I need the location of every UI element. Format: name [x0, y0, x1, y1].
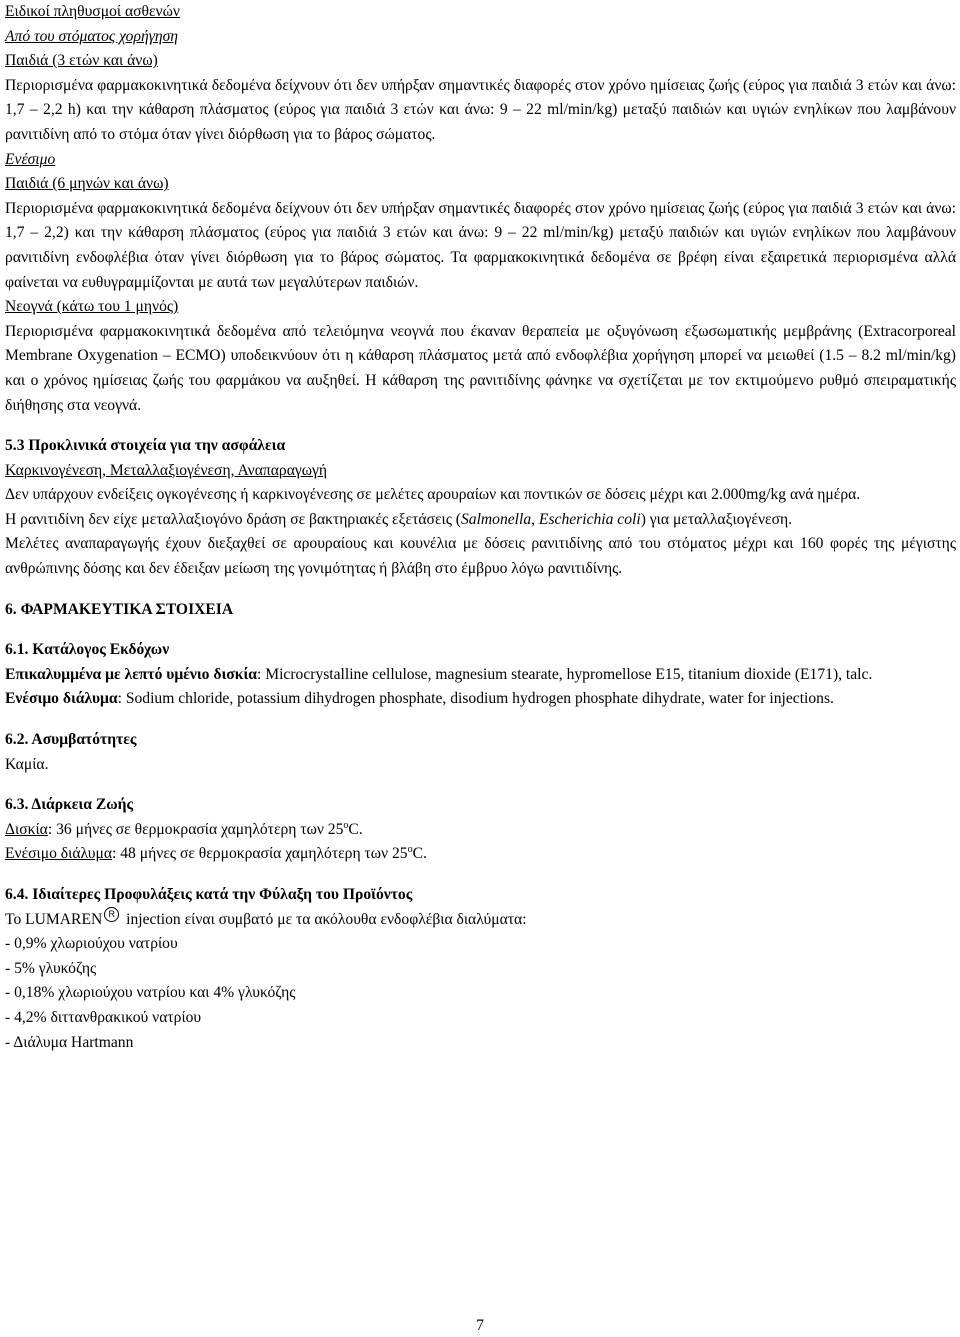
registered-mark-icon: R: [104, 907, 119, 922]
tablet-excipients: [5, 663, 956, 688]
temperature-unit: C.: [412, 845, 427, 863]
reproduction-paragraph: Μελέτες αναπαραγωγής έχουν διεξαχθεί σε αρουραίους και κουνέλια με δόσεις ρανιτιδίνης από του στόματος μέχρι και 160 φορές της μέγιστης ανθρώπινης δόσης και δεν έδειξαν μείωση της γονιμότητας ή βλάβη στο έμβρυο λόγω ρανιτιδίνης.: [5, 535, 956, 578]
degree-mark: o: [343, 819, 349, 831]
special-populations-heading: Ειδικοί πληθυσμοί ασθενών: [5, 3, 180, 20]
incompatibilities-text: Καμία.: [5, 755, 49, 773]
degree-mark: o: [407, 844, 413, 856]
solution-list-item: - Διάλυμα Hartmann: [5, 1033, 134, 1051]
injection-children-heading: Παιδιά (6 μηνών και άνω): [5, 175, 169, 193]
spacer: [5, 867, 956, 883]
section-6-1-heading: 6.1. Κατάλογος Εκδόχων: [5, 641, 170, 659]
tablet-excipients-text: : Microcrystalline cellulose, magnesium stearate, hypromellose E15, titanium dioxide (E171), talc.: [256, 665, 873, 683]
section-5-3-subheading: Καρκινογένεση, Μεταλλαξιογένεση, Αναπαραγωγή: [5, 461, 328, 479]
solution-shelf-life-label: Ενέσιμο διάλυμα: [5, 845, 113, 863]
carcinogenesis-paragraph: Δεν υπάρχουν ενδείξεις ογκογένεσης ή καρκινογένεσης σε μελέτες αρουραίων και ποντικών σε δόσεις μέχρι και 2.000mg/kg ανά ημέρα.: [5, 486, 861, 504]
section-5-3-heading: 5.3 Προκλινικά στοιχεία για την ασφάλεια: [5, 437, 286, 455]
page-number: 7: [476, 1317, 484, 1334]
spacer: [5, 582, 956, 598]
spacer: [5, 777, 956, 793]
section-6-4-heading: 6.4. Ιδιαίτερες Προφυλάξεις κατά την Φύλαξη του Προϊόντος: [5, 886, 413, 903]
oral-children-heading: Παιδιά (3 ετών και άνω): [5, 52, 158, 70]
oral-children-paragraph: Περιορισμένα φαρμακοκινητικά δεδομένα δείχνουν ότι δεν υπήρξαν σημαντικές διαφορές στον χρόνο ημίσειας ζωής (εύρος για παιδιά 3 ετών και άνω: 1,7 – 2,2 h) και την κάθαρση πλάσματος (εύρος για παιδιά 3 ετών και άνω: 9 – 22 ml/min/kg) μεταξύ παιδιών και υγιών ενηλίκων που λαμβάνουν ρανιτιδίνη από το στόμα όταν γίνει διόρθωση για το βάρος σώματος.: [5, 76, 956, 143]
tablet-shelf-life: [5, 818, 956, 843]
spacer: [5, 418, 956, 434]
section-6-heading: 6. ΦΑΡΜΑΚΕΥΤΙΚΑ ΣΤΟΙΧΕΙΑ: [5, 600, 234, 618]
oral-route-heading: Από του στόματος χορήγηση: [5, 27, 179, 45]
mutagenesis-text-end: ) για μεταλλαξιογένεση.: [640, 510, 793, 528]
solution-excipients-text: : Sodium chloride, potassium dihydrogen phosphate, disodium hydrogen phosphate dihydrate, water for injections.: [117, 690, 834, 708]
mutagenesis-text: Η ρανιτιδίνη δεν είχε μεταλλαξιογόνο δράση σε βακτηριακές εξετάσεις (: [5, 510, 461, 528]
injection-children-paragraph: Περιορισμένα φαρμακοκινητικά δεδομένα δείχνουν ότι δεν υπήρξαν σημαντικές διαφορές στον χρόνο ημίσειας ζωής (εύρος για παιδιά 3 ετών και άνω: 1,7 – 2,2) και την κάθαρση πλάσματος (εύρος για παιδιά 3 ετών και άνω: 9 – 22 ml/min/kg) μεταξύ παιδιών και υγιών ενηλίκων που λαμβάνουν ρανιτιδίνη ενδοφλέβια όταν γίνει διόρθωση για το βάρος σώματος. Τα φαρμακοκινητικά δεδομένα σε βρέφη είναι εξαιρετικά περιορισμένα αλλά φαίνεται να ευθυγραμμίζονται με αυτά των μεγαλύτερων παιδιών.: [5, 199, 956, 291]
document-page: [5, 0, 956, 1055]
product-name: Το LUMAREN: [5, 910, 103, 928]
spacer: [5, 712, 956, 728]
neonates-paragraph: Περιορισμένα φαρμακοκινητικά δεδομένα από τελειόμηνα νεογνά που έκαναν θεραπεία με οξυγόνωση εξωσωματικής μεμβράνης (Extracorporeal Membrane Oxygenation – ECMO) υποδεικνύουν ότι η κάθαρση πλάσματος μετά από ενδοφλέβια χορήγηση μπορεί να μειωθεί (1.5 – 8.2 ml/min/kg) και ο χρόνος ημίσειας ζωής του φαρμάκου να αυξηθεί. Η κάθαρση της ρανιτιδίνης φάνηκε να σχετίζεται με τον εκτιμούμενο ρυθμό σπειραματικής διήθησης στα νεογνά.: [5, 322, 956, 414]
solution-shelf-life: [5, 842, 956, 867]
bacteria-names: Salmonella, Escherichia coli: [460, 510, 641, 528]
compatibility-intro: [5, 908, 956, 933]
solution-list-item: - 4,2% διττανθρακικού νατρίου: [5, 1008, 202, 1026]
neonates-heading: Νεογνά (κάτω του 1 μηνός): [5, 298, 179, 316]
solution-list-item: - 0,9% χλωριούχου νατρίου: [5, 935, 178, 953]
tablet-shelf-life-label: Δισκία: [5, 820, 48, 838]
injection-route-heading: Ενέσιμο: [5, 150, 56, 168]
section-6-3-heading: 6.3. Διάρκεια Ζωής: [5, 796, 134, 814]
solution-shelf-life-text: : 48 μήνες σε θερμοκρασία χαμηλότερη των 25: [112, 845, 408, 863]
section-6-2-heading: 6.2. Ασυμβατότητες: [5, 731, 137, 749]
spacer: [5, 622, 956, 638]
temperature-unit: C.: [348, 820, 363, 838]
tablet-shelf-life-text: : 36 μήνες σε θερμοκρασία χαμηλότερη των 25: [47, 820, 344, 838]
mutagenesis-paragraph: [5, 508, 956, 533]
solution-excipients-label: Ενέσιμο διάλυμα: [5, 690, 118, 708]
tablet-excipients-label: Επικαλυμμένα με λεπτό υμένιο δισκία: [5, 665, 257, 683]
solution-list-item: - 5% γλυκόζης: [5, 959, 97, 977]
solution-excipients: [5, 687, 956, 712]
solution-list-item: - 0,18% χλωριούχου νατρίου και 4% γλυκόζης: [5, 984, 296, 1002]
compatibility-intro-text: injection είναι συμβατό με τα ακόλουθα ενδοφλέβια διαλύματα:: [122, 910, 527, 928]
